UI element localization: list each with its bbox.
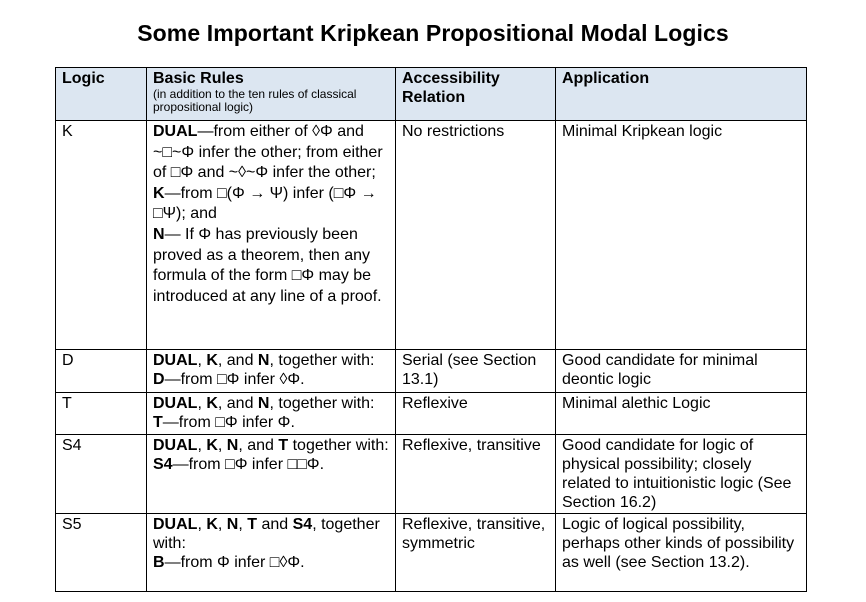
- rule-text: together with:: [288, 437, 389, 454]
- rules-cell: [147, 350, 396, 393]
- rule-label: DUAL: [153, 516, 198, 533]
- accessibility-cell: Reflexive, transitive, symmetric: [396, 514, 556, 592]
- header-basic-rules-label: Basic Rules: [153, 70, 244, 87]
- rule-sep: ,: [197, 352, 207, 369]
- rule-label: N: [257, 395, 270, 412]
- rule-sep: ,: [197, 516, 207, 533]
- rule-label: T: [153, 414, 163, 431]
- rule-label: K: [153, 184, 165, 202]
- rule-sep: , and: [217, 352, 258, 369]
- logic-cell: T: [56, 393, 147, 435]
- rule-label: N: [153, 225, 165, 243]
- table-row: [56, 435, 807, 514]
- rules-cell: [147, 514, 396, 592]
- application-cell: Logic of logical possibility, perhaps other kinds of possibility as well (see Section 13.2).: [556, 514, 807, 592]
- rule-label: S4: [153, 456, 173, 473]
- rule-sep: and: [257, 516, 293, 533]
- rule-label: T: [247, 516, 258, 533]
- table-row: [56, 514, 807, 592]
- rules-cell: [147, 121, 396, 350]
- logic-cell: S5: [56, 514, 147, 592]
- rule-label: B: [153, 554, 165, 571]
- rule-text: , together with:: [153, 516, 380, 552]
- rule-text: — If Φ has previously been proved as a theorem, then any formula of the form □Φ may be introduced at any line of a proof.: [153, 225, 382, 305]
- rule-label: N: [226, 437, 239, 454]
- rule-text: —from □Φ infer ◊Φ.: [164, 371, 305, 388]
- rule-text: , together with:: [269, 395, 375, 412]
- header-application: Application: [556, 68, 807, 121]
- table-row: [56, 393, 807, 435]
- header-row: [56, 68, 807, 121]
- application-cell: Good candidate for minimal deontic logic: [556, 350, 807, 393]
- rule-sep: ,: [238, 516, 248, 533]
- header-accessibility: Accessibility Relation: [396, 68, 556, 121]
- rule-label: N: [257, 352, 270, 369]
- rules-cell: [147, 435, 396, 514]
- rule-label: T: [278, 437, 289, 454]
- rule-sep: ,: [197, 437, 207, 454]
- header-basic-rules-note: (in addition to the ten rules of classical propositional logic): [153, 87, 357, 114]
- rules-cell: [147, 393, 396, 435]
- table-row: [56, 121, 807, 350]
- logic-cell: K: [56, 121, 147, 350]
- accessibility-cell: Reflexive: [396, 393, 556, 435]
- rule-label: S4: [292, 516, 313, 533]
- rule-sep: , and: [217, 395, 258, 412]
- rule-sep: ,: [197, 395, 207, 412]
- rule-label: DUAL: [153, 437, 198, 454]
- rule-text: —from □(Φ → Ψ) infer (□Φ → □Ψ); and: [153, 184, 377, 223]
- rule-text: —from Φ infer □◊Φ.: [164, 554, 305, 571]
- rule-label: N: [226, 516, 239, 533]
- application-cell: Good candidate for logic of physical possibility; closely related to intuitionistic logic (See Section 16.2): [556, 435, 807, 514]
- logic-cell: D: [56, 350, 147, 393]
- rule-text: —from □Φ infer Φ.: [162, 414, 295, 431]
- rule-label: DUAL: [153, 123, 198, 140]
- application-cell: Minimal alethic Logic: [556, 393, 807, 435]
- rule-text: —from either of ◊Φ and ~□~Φ infer the other; from either of □Φ and ~◊~Φ infer the other;: [153, 123, 383, 182]
- rule-sep: , and: [238, 437, 279, 454]
- page-title: Some Important Kripkean Propositional Modal Logics: [137, 20, 729, 46]
- rule-label: K: [206, 352, 218, 369]
- rule-label: K: [206, 395, 218, 412]
- header-basic-rules: [147, 68, 396, 121]
- accessibility-cell: Reflexive, transitive: [396, 435, 556, 514]
- rule-label: D: [153, 371, 165, 388]
- rule-label: K: [206, 516, 218, 533]
- rule-sep: ,: [217, 437, 227, 454]
- table-row: [56, 350, 807, 393]
- accessibility-cell: Serial (see Section 13.1): [396, 350, 556, 393]
- header-logic: Logic: [56, 68, 147, 121]
- rule-label: DUAL: [153, 395, 198, 412]
- accessibility-cell: No restrictions: [396, 121, 556, 350]
- rule-text: , together with:: [269, 352, 375, 369]
- application-cell: Minimal Kripkean logic: [556, 121, 807, 350]
- rule-sep: ,: [217, 516, 227, 533]
- rule-label: K: [206, 437, 218, 454]
- modal-logics-table: [55, 67, 807, 592]
- rule-label: DUAL: [153, 352, 198, 369]
- rule-text: —from □Φ infer □□Φ.: [172, 456, 325, 473]
- logic-cell: S4: [56, 435, 147, 514]
